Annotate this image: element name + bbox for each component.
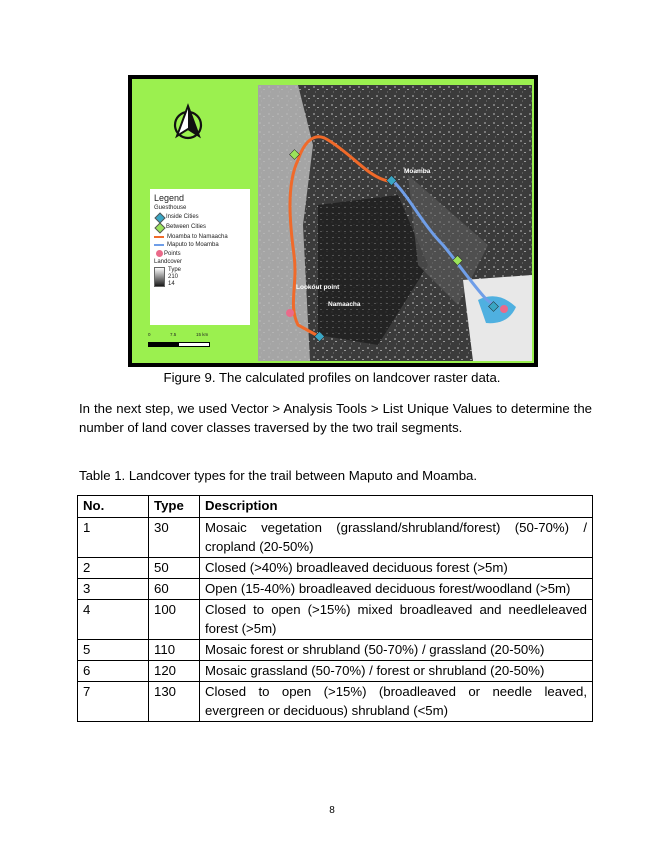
legend-title: Legend (154, 193, 185, 203)
cell-type: 50 (149, 558, 200, 579)
table-row (78, 579, 593, 600)
table-row (78, 600, 593, 640)
cell-type: 100 (149, 600, 200, 640)
cell-description: Mosaic vegetation (grassland/shrubland/forest) (50-70%) / cropland (20-50%) (200, 518, 593, 558)
map-raster (258, 85, 532, 361)
cell-description: Open (15-40%) broadleaved deciduous forest/woodland (>5m) (200, 579, 593, 600)
cell-no: 7 (78, 682, 149, 722)
ramp-min: 14 (168, 280, 175, 287)
legend-item-maputo-moamba: Maputo to Moamba (154, 241, 246, 250)
table-row (78, 661, 593, 682)
figure-caption: Figure 9. The calculated profiles on landcover raster data. (163, 370, 501, 385)
scale-bar-graphic (148, 342, 210, 347)
table-row (78, 682, 593, 722)
table-header-row (78, 496, 593, 518)
cell-type: 60 (149, 579, 200, 600)
map-legend (150, 189, 250, 325)
cell-description: Mosaic grassland (50-70%) / forest or shrubland (20-50%) (200, 661, 593, 682)
cell-type: 130 (149, 682, 200, 722)
ramp-title: Type (168, 266, 182, 273)
cell-no: 4 (78, 600, 149, 640)
column-header-type: Type (149, 496, 200, 518)
legend-ramp (154, 267, 246, 288)
cell-no: 3 (78, 579, 149, 600)
table-caption: Table 1. Landcover types for the trail between Maputo and Moamba. (79, 468, 478, 483)
cell-type: 120 (149, 661, 200, 682)
legend-item-points: Points (154, 250, 246, 259)
label-lookout-point: Lookout point (296, 284, 340, 291)
cell-description: Closed (>40%) broadleaved deciduous forest (>5m) (200, 558, 593, 579)
cell-description: Closed to open (>15%) mixed broadleaved and needleleaved forest (>5m) (200, 600, 593, 640)
scale-tick-0: 0 (148, 332, 151, 337)
cell-no: 5 (78, 640, 149, 661)
body-paragraph: In the next step, we used Vector > Analysis Tools > List Unique Values to determine the number of land cover classes traversed by the two trail segments. (79, 401, 592, 435)
legend-group-guesthouse: Guesthouse (154, 205, 187, 211)
landcover-map (258, 85, 532, 361)
north-arrow-icon (168, 103, 208, 143)
label-moamba: Moamba (404, 168, 431, 175)
cell-description: Mosaic forest or shrubland (50-70%) / grassland (20-50%) (200, 640, 593, 661)
cell-no: 6 (78, 661, 149, 682)
scale-tick-1: 7.5 (170, 332, 177, 337)
column-header-no: No. (78, 496, 149, 518)
scale-tick-2: 15 km (196, 332, 209, 337)
line-symbol-icon (154, 233, 164, 241)
map-figure (128, 75, 538, 367)
table-row (78, 518, 593, 558)
cell-type: 110 (149, 640, 200, 661)
landcover-table (77, 495, 593, 722)
page-number: 8 (329, 805, 335, 816)
cell-no: 2 (78, 558, 149, 579)
point-maputo (500, 305, 508, 313)
column-header-description: Description (200, 496, 593, 518)
ramp-max: 210 (168, 273, 179, 280)
label-namaacha: Namaacha (328, 301, 361, 308)
cell-no: 1 (78, 518, 149, 558)
table-row (78, 640, 593, 661)
diamond-icon (154, 222, 165, 233)
legend-item-between-cities: Between Cities (154, 223, 246, 233)
table-row (78, 558, 593, 579)
legend-item-moamba-namaacha: Moamba to Namaacha (154, 233, 246, 242)
point-icon (156, 250, 163, 257)
cell-description: Closed to open (>15%) (broadleaved or needle leaved, evergreen or deciduous) shrubland (<5m) (200, 682, 593, 722)
legend-group-landcover: Landcover (154, 259, 183, 265)
line-symbol-icon (154, 241, 164, 249)
color-ramp-icon (154, 267, 165, 287)
legend-item-inside-cities: Inside Cities (154, 213, 246, 223)
map-figure-frame (132, 79, 534, 363)
scale-bar (148, 332, 238, 352)
point-lookout (286, 309, 294, 317)
cell-type: 30 (149, 518, 200, 558)
